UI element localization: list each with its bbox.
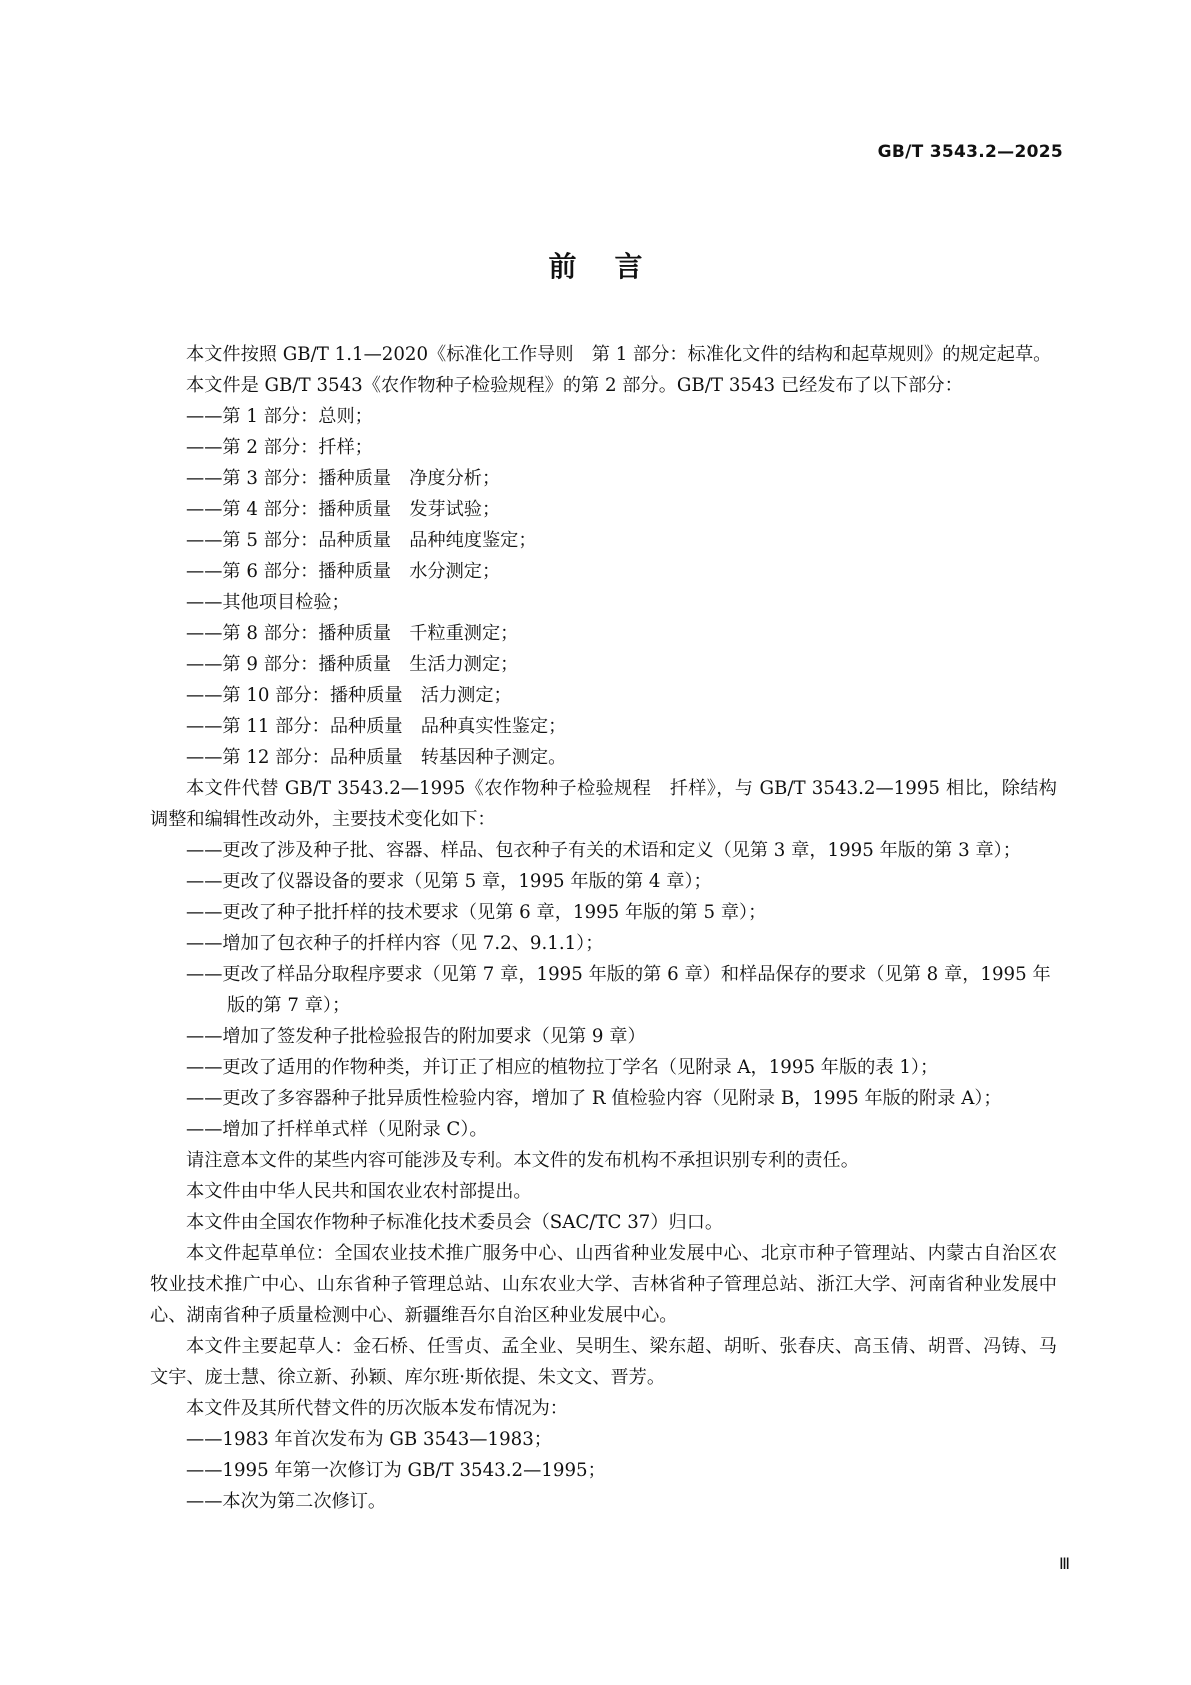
- list-item-history: ——本次为第二次修订。: [186, 1491, 387, 1512]
- paragraph-series-intro: 本文件是 GB/T 3543《农作物种子检验规程》的第 2 部分。GB/T 3543 已经发布了以下部分：: [186, 375, 963, 396]
- list-item-part: ——第 2 部分：扦样；: [186, 437, 373, 458]
- paragraph-proposer: 本文件由中华人民共和国农业农村部提出。: [186, 1181, 532, 1202]
- list-item-change: ——增加了扦样单式样（见附录 C）。: [186, 1119, 488, 1140]
- list-item-part: ——第 5 部分：品种质量 品种纯度鉴定；: [186, 530, 537, 551]
- list-item-change: ——更改了仪器设备的要求（见第 5 章，1995 年版的第 4 章）；: [186, 871, 712, 892]
- list-item-part: ——第 11 部分：品种质量 品种真实性鉴定；: [186, 716, 567, 737]
- paragraph-technical-committee: 本文件由全国农作物种子标准化技术委员会（SAC/TC 37）归口。: [186, 1212, 724, 1233]
- list-item-part: ——第 3 部分：播种质量 净度分析；: [186, 468, 501, 489]
- list-item-part: ——第 12 部分：品种质量 转基因种子测定。: [186, 747, 567, 768]
- list-item-history: ——1995 年第一次修订为 GB/T 3543.2—1995；: [186, 1460, 606, 1481]
- paragraph-drafting-rule: 本文件按照 GB/T 1.1—2020《标准化工作导则 第 1 部分：标准化文件的结构和起草规则》的规定起草。: [186, 344, 1052, 365]
- list-item-change: ——更改了种子批扦样的技术要求（见第 6 章，1995 年版的第 5 章）；: [186, 902, 767, 923]
- page-number: Ⅲ: [1058, 1554, 1070, 1573]
- list-item-history: ——1983 年首次发布为 GB 3543—1983；: [186, 1429, 552, 1450]
- page-title: 前言: [548, 250, 681, 283]
- list-item-part: ——第 10 部分：播种质量 活力测定；: [186, 685, 512, 706]
- list-item-change: ——更改了涉及种子批、容器、样品、包衣种子有关的术语和定义（见第 3 章，1995 年版的第 3 章）；: [186, 840, 1021, 861]
- foreword-body: [150, 339, 1057, 1517]
- list-item-change: ——更改了多容器种子批异质性检验内容，增加了 R 值检验内容（见附录 B，1995 年版的附录 A）；: [186, 1088, 1002, 1109]
- list-item-change: ——增加了包衣种子的扦样内容（见 7.2、9.1.1）；: [186, 933, 604, 954]
- list-item-part: ——第 6 部分：播种质量 水分测定；: [186, 561, 501, 582]
- paragraph-history-intro: 本文件及其所代替文件的历次版本发布情况为：: [186, 1398, 568, 1419]
- list-item-part: ——第 1 部分：总则；: [186, 406, 373, 427]
- list-item-change: ——增加了签发种子批检验报告的附加要求（见第 9 章）: [186, 1026, 646, 1047]
- document-number: GB/T 3543.2—2025: [877, 142, 1063, 162]
- paragraph-replacement: 本文件代替 GB/T 3543.2—1995《农作物种子检验规程 扦样》，与 GB/T 3543.2—1995 相比，除结构调整和编辑性改动外，主要技术变化如下：: [150, 778, 1057, 830]
- paragraph-drafters: 本文件主要起草人：金石桥、任雪贞、孟全业、吴明生、梁东超、胡昕、张春庆、高玉倩、胡晋、冯铸、马文宇、庞士慧、徐立新、孙颖、库尔班·斯依提、朱文文、晋芳。: [150, 1336, 1057, 1388]
- list-item-change: ——更改了样品分取程序要求（见第 7 章，1995 年版的第 6 章）和样品保存的要求（见第 8 章，1995 年版的第 7 章）；: [186, 964, 1051, 1016]
- list-item-part: ——第 8 部分：播种质量 千粒重测定；: [186, 623, 519, 644]
- paragraph-drafting-units: 本文件起草单位：全国农业技术推广服务中心、山西省种业发展中心、北京市种子管理站、内蒙古自治区农牧业技术推广中心、山东省种子管理总站、山东农业大学、吉林省种子管理总站、浙江大学、河南省种业发展中心、湖南省种子质量检测中心、新疆维吾尔自治区种业发展中心。: [150, 1243, 1057, 1326]
- list-item-part: ——第 4 部分：播种质量 发芽试验；: [186, 499, 501, 520]
- list-item-change: ——更改了适用的作物种类，并订正了相应的植物拉丁学名（见附录 A，1995 年版的表 1）；: [186, 1057, 939, 1078]
- list-item-part: ——第 9 部分：播种质量 生活力测定；: [186, 654, 519, 675]
- list-item-part: ——其他项目检验；: [186, 592, 350, 613]
- paragraph-patent-notice: 请注意本文件的某些内容可能涉及专利。本文件的发布机构不承担识别专利的责任。: [186, 1150, 859, 1171]
